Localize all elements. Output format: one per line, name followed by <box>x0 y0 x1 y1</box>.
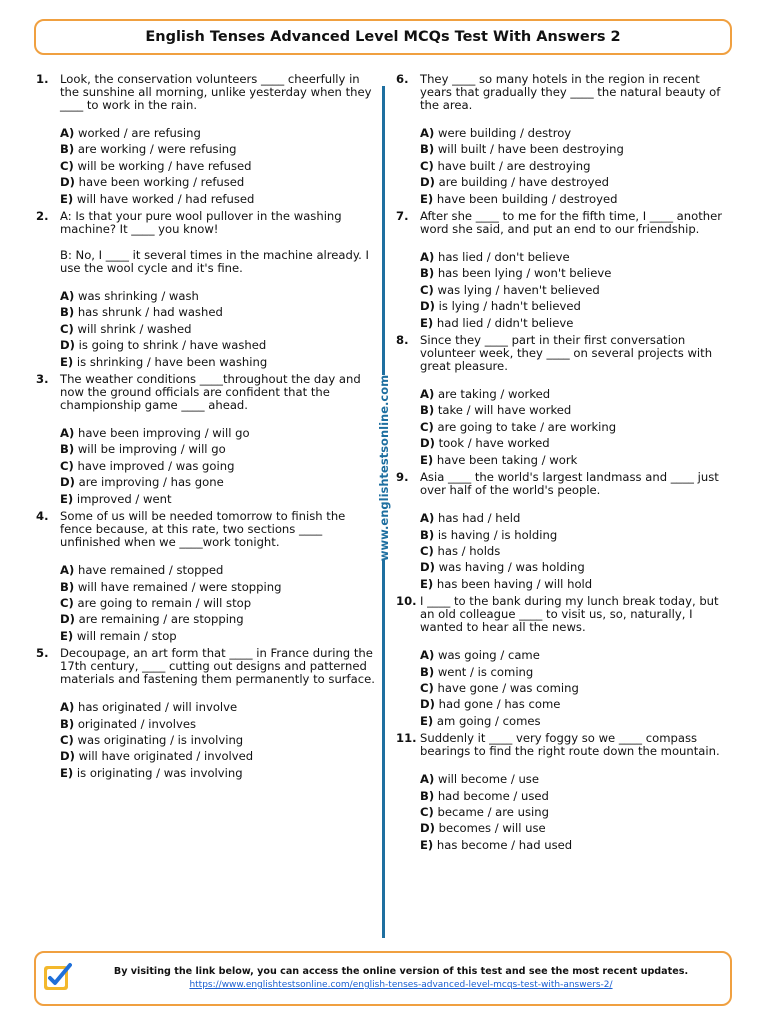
option-letter: A) <box>420 250 435 265</box>
option-letter: E) <box>60 491 74 506</box>
question-stem <box>396 732 730 758</box>
title-box <box>34 19 732 55</box>
option-letter: E) <box>60 628 74 643</box>
option-text: will be working / have refused <box>77 158 252 173</box>
question-10 <box>396 595 730 729</box>
option-text: have gone / was coming <box>437 680 579 695</box>
option-text: have been building / destroyed <box>436 191 618 206</box>
option-letter: C) <box>60 595 74 610</box>
answer-option <box>420 771 730 787</box>
option-letter: A) <box>420 648 435 663</box>
option-text: am going / comes <box>436 713 541 728</box>
option-text: was going / came <box>437 648 540 663</box>
option-text: take / will have worked <box>437 403 572 418</box>
option-letter: E) <box>60 191 74 206</box>
question-number: 2. <box>36 209 49 224</box>
option-text: has originated / will involve <box>77 700 238 715</box>
option-text: is going to shrink / have washed <box>78 338 267 353</box>
answer-options <box>420 125 730 207</box>
option-letter: D) <box>60 475 75 490</box>
option-letter: E) <box>420 452 434 467</box>
option-text: will shrink / washed <box>77 321 192 336</box>
answer-option <box>60 732 378 748</box>
option-text: had become / used <box>437 788 549 803</box>
right-column <box>396 73 730 856</box>
option-text: was shrinking / wash <box>77 289 199 304</box>
option-text: have built / are destroying <box>437 158 591 173</box>
option-letter: C) <box>60 321 74 336</box>
answer-option <box>420 647 730 663</box>
checkbox-logo-icon <box>42 962 72 992</box>
answer-options <box>420 510 730 592</box>
question-text: They ____ so many hotels in the region in recent years that gradually they ____ the natural beauty of the area. <box>420 72 721 112</box>
option-text: are going to take / are working <box>437 419 617 434</box>
answer-option <box>60 699 378 715</box>
option-letter: B) <box>420 664 435 679</box>
option-letter: D) <box>60 612 75 627</box>
question-8 <box>396 334 730 468</box>
option-letter: E) <box>420 191 434 206</box>
question-stem <box>396 471 730 497</box>
option-letter: C) <box>420 419 434 434</box>
option-letter: C) <box>60 458 74 473</box>
question-text: Look, the conservation volunteers ____ cheerfully in the sunshine all morning, unlike yesterday when they ____ to work in the rain. <box>60 72 372 112</box>
option-letter: B) <box>420 266 435 281</box>
option-letter: C) <box>60 158 74 173</box>
footer-text <box>76 966 726 990</box>
question-stem <box>36 73 378 112</box>
footer-notice: By visiting the link below, you can access the online version of this test and see the most recent updates. <box>113 966 689 977</box>
answer-option <box>60 304 378 320</box>
option-letter: E) <box>420 315 434 330</box>
option-text: worked / are refusing <box>77 126 201 140</box>
option-text: was having / was holding <box>438 560 585 575</box>
question-stem <box>396 73 730 112</box>
answer-option <box>60 141 378 157</box>
answer-option <box>420 435 730 451</box>
answer-option <box>420 265 730 281</box>
answer-options <box>420 386 730 468</box>
option-text: are going to remain / will stop <box>77 595 252 610</box>
option-letter: A) <box>60 289 75 304</box>
option-text: improved / went <box>76 491 172 506</box>
answer-option <box>60 716 378 732</box>
question-stem <box>396 334 730 373</box>
option-letter: B) <box>60 716 75 731</box>
question-stem <box>396 210 730 236</box>
option-text: became / are using <box>437 804 549 819</box>
option-letter: E) <box>420 837 434 852</box>
option-letter: A) <box>420 387 435 402</box>
question-stem <box>36 647 378 686</box>
option-text: are remaining / are stopping <box>78 612 244 627</box>
option-text: is shrinking / have been washing <box>76 354 268 369</box>
option-text: has become / had used <box>436 837 573 852</box>
answer-option <box>60 474 378 490</box>
answer-option <box>60 765 378 781</box>
question-number: 5. <box>36 646 49 661</box>
answer-options <box>60 699 378 781</box>
option-letter: A) <box>60 426 75 441</box>
answer-option <box>420 804 730 820</box>
option-text: had gone / has come <box>438 697 561 712</box>
question-text: I ____ to the bank during my lunch break today, but an old colleague ____ to visit us, so, naturally, I wanted to hear all the news. <box>420 594 719 635</box>
answer-option <box>420 402 730 418</box>
answer-option <box>60 748 378 764</box>
question-number: 9. <box>396 470 409 485</box>
question-text: Suddenly it ____ very foggy so we ____ compass bearings to find the right route down the mountain. <box>420 731 720 759</box>
question-9 <box>396 471 730 592</box>
option-text: have been working / refused <box>78 175 245 190</box>
option-letter: B) <box>420 403 435 418</box>
answer-option <box>420 696 730 712</box>
option-text: were building / destroy <box>437 126 572 140</box>
option-letter: B) <box>420 788 435 803</box>
answer-option <box>420 174 730 190</box>
option-text: will be improving / will go <box>77 442 226 457</box>
answer-option <box>60 562 378 578</box>
option-text: will remain / stop <box>76 628 177 643</box>
question-7 <box>396 210 730 331</box>
option-text: is originating / was involving <box>76 765 243 780</box>
answer-option <box>420 141 730 157</box>
option-text: has been lying / won't believe <box>437 266 612 281</box>
answer-options <box>60 125 378 207</box>
answer-options <box>420 647 730 729</box>
answer-option <box>420 298 730 314</box>
question-text: Since they ____ part in their first conversation volunteer week, they ____ on several projects with great pleasure. <box>420 333 713 374</box>
answer-option <box>420 543 730 559</box>
option-letter: B) <box>60 142 75 157</box>
answer-option <box>60 321 378 337</box>
answer-option <box>420 125 730 141</box>
answer-option <box>420 820 730 836</box>
answer-option <box>60 288 378 304</box>
question-stem <box>396 595 730 634</box>
option-text: was lying / haven't believed <box>437 282 600 297</box>
option-letter: A) <box>60 700 75 715</box>
page-title: English Tenses Advanced Level MCQs Test With Answers 2 <box>145 29 621 45</box>
option-letter: B) <box>420 527 435 542</box>
answer-option <box>420 713 730 729</box>
option-letter: D) <box>420 299 435 314</box>
answer-option <box>60 191 378 207</box>
answer-options <box>420 249 730 331</box>
answer-option <box>60 441 378 457</box>
answer-option <box>420 510 730 526</box>
answer-option <box>420 315 730 331</box>
option-letter: D) <box>420 697 435 712</box>
option-text: are building / have destroyed <box>438 175 609 190</box>
option-letter: D) <box>420 560 435 575</box>
option-letter: B) <box>420 142 435 157</box>
answer-option <box>420 158 730 174</box>
question-text: Decoupage, an art form that ____ in France during the 17th century, ____ cutting out designs and patterned materials and fastening them permanently to surface. <box>60 646 375 687</box>
question-text: Asia ____ the world's largest landmass and ____ just over half of the world's people. <box>420 470 719 498</box>
answer-option <box>420 452 730 468</box>
option-letter: D) <box>60 749 75 764</box>
question-number: 6. <box>396 72 409 86</box>
option-letter: A) <box>60 563 75 578</box>
answer-option <box>420 527 730 543</box>
answer-option <box>60 628 378 644</box>
answer-option <box>60 337 378 353</box>
option-text: was originating / is involving <box>77 732 244 747</box>
answer-option <box>420 419 730 435</box>
answer-option <box>60 354 378 370</box>
footer-box <box>34 951 732 1006</box>
option-text: has lied / don't believe <box>437 250 570 265</box>
question-2 <box>36 210 378 370</box>
option-letter: D) <box>420 175 435 190</box>
option-text: is lying / hadn't believed <box>438 299 581 314</box>
option-letter: D) <box>60 338 75 353</box>
question-number: 7. <box>396 209 409 224</box>
answer-option <box>420 664 730 680</box>
answer-option <box>420 191 730 207</box>
question-number: 8. <box>396 333 409 348</box>
question-number: 11. <box>396 731 417 746</box>
answer-options <box>420 771 730 853</box>
question-text: Some of us will be needed tomorrow to finish the fence because, at this rate, two sections ____ unfinished when we ____work tonight. <box>60 509 346 550</box>
answer-option <box>60 425 378 441</box>
question-text: The weather conditions ____throughout the day and now the ground officials are confident that the championship game ____ ahead. <box>60 372 361 413</box>
question-text: After she ____ to me for the fifth time, I ____ another word she said, and put an end to our friendship. <box>420 209 723 237</box>
option-text: had lied / didn't believe <box>436 315 574 330</box>
option-text: will become / use <box>437 772 539 787</box>
question-11 <box>396 732 730 853</box>
option-letter: D) <box>60 175 75 190</box>
question-stem <box>36 210 378 275</box>
option-letter: E) <box>420 713 434 728</box>
option-letter: E) <box>420 576 434 591</box>
answer-option <box>60 491 378 507</box>
question-5 <box>36 647 378 781</box>
answer-option <box>420 559 730 575</box>
question-stem <box>36 373 378 412</box>
question-number: 1. <box>36 72 49 86</box>
option-text: is having / is holding <box>437 527 558 542</box>
option-letter: C) <box>60 732 74 747</box>
option-letter: C) <box>420 804 434 819</box>
option-text: has had / held <box>437 511 521 526</box>
answer-options <box>60 562 378 644</box>
answer-option <box>420 680 730 696</box>
left-column <box>36 73 378 784</box>
watermark: www.englishtestsonline.com <box>377 374 391 561</box>
question-6 <box>396 73 730 207</box>
answer-option <box>60 174 378 190</box>
option-letter: C) <box>420 158 434 173</box>
question-number: 4. <box>36 509 49 524</box>
question-3 <box>36 373 378 507</box>
option-text: has shrunk / had washed <box>77 305 223 320</box>
option-text: have remained / stopped <box>77 563 224 578</box>
question-1 <box>36 73 378 207</box>
option-text: have been taking / work <box>436 452 578 467</box>
option-letter: C) <box>420 543 434 558</box>
option-letter: D) <box>420 821 435 836</box>
answer-option <box>420 249 730 265</box>
option-letter: E) <box>60 354 74 369</box>
option-letter: B) <box>60 579 75 594</box>
answer-option <box>60 595 378 611</box>
option-text: have been improving / will go <box>77 426 250 441</box>
option-letter: A) <box>420 126 435 140</box>
answer-option <box>60 458 378 474</box>
question-stem <box>36 510 378 549</box>
question-number: 3. <box>36 372 49 387</box>
answer-option <box>420 386 730 402</box>
option-text: are improving / has gone <box>78 475 224 490</box>
question-text: A: Is that your pure wool pullover in the washing machine? It ____ you know! B: No, I ____ it several times in the machine already. I use the wool cycle and it's fine. <box>60 209 369 276</box>
answer-option <box>420 788 730 804</box>
option-letter: B) <box>60 442 75 457</box>
option-text: originated / involves <box>77 716 197 731</box>
question-number: 10. <box>396 594 417 609</box>
option-letter: C) <box>420 680 434 695</box>
answer-option <box>60 579 378 595</box>
option-text: has been having / will hold <box>436 576 593 591</box>
option-text: took / have worked <box>438 436 550 451</box>
answer-option <box>420 837 730 853</box>
answer-option <box>60 125 378 141</box>
option-text: will built / have been destroying <box>437 142 624 157</box>
option-letter: E) <box>60 765 74 780</box>
option-letter: A) <box>420 772 435 787</box>
option-text: will have remained / were stopping <box>77 579 282 594</box>
answer-option <box>420 576 730 592</box>
answer-options <box>60 288 378 370</box>
answer-option <box>420 282 730 298</box>
option-text: are working / were refusing <box>77 142 237 157</box>
test-link[interactable]: https://www.englishtestsonline.com/english-tenses-advanced-level-mcqs-test-with-answers-2/ <box>189 980 613 990</box>
option-text: has / holds <box>437 543 501 558</box>
option-text: becomes / will use <box>438 821 546 836</box>
option-letter: B) <box>60 305 75 320</box>
option-text: will have originated / involved <box>78 749 254 764</box>
option-text: have improved / was going <box>77 458 235 473</box>
question-4 <box>36 510 378 644</box>
option-letter: A) <box>60 126 75 140</box>
option-letter: A) <box>420 511 435 526</box>
answer-option <box>60 611 378 627</box>
option-text: will have worked / had refused <box>76 191 255 206</box>
option-text: are taking / worked <box>437 387 551 402</box>
option-text: went / is coming <box>437 664 534 679</box>
option-letter: C) <box>420 282 434 297</box>
answer-option <box>60 158 378 174</box>
answer-options <box>60 425 378 507</box>
option-letter: D) <box>420 436 435 451</box>
